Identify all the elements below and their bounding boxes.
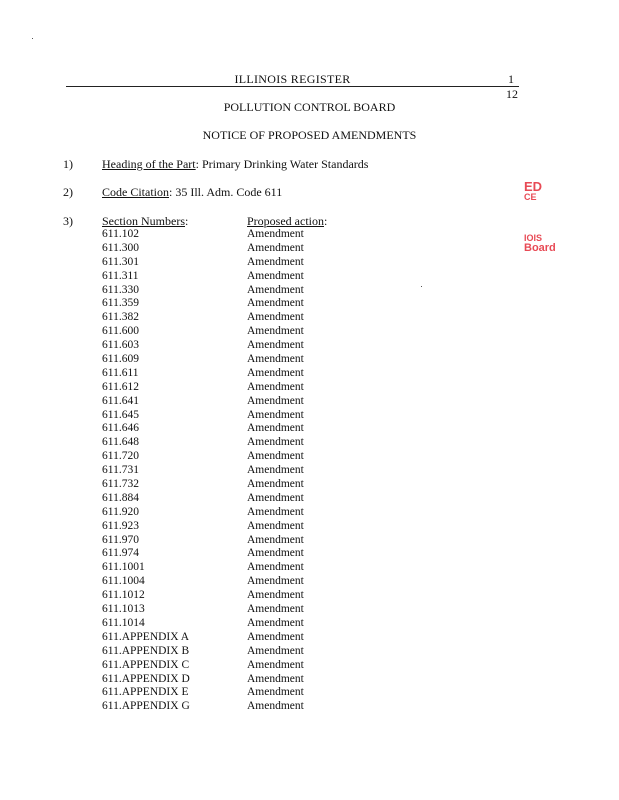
item-label: Heading of the Part <box>102 157 196 171</box>
proposed-action: Amendment <box>247 394 304 407</box>
section-number: 611.APPENDIX E <box>102 686 189 699</box>
table-row <box>0 603 619 617</box>
item-number: 2) <box>63 185 73 199</box>
board-stamp-text <box>524 234 556 254</box>
section-number: 611.646 <box>102 422 139 435</box>
proposed-action: Amendment <box>247 255 304 268</box>
section-number: 611.1004 <box>102 575 145 588</box>
header-rule <box>66 86 519 87</box>
proposed-action: Amendment <box>247 519 304 532</box>
table-row <box>0 478 619 492</box>
section-number: 611.612 <box>102 380 139 393</box>
table-row <box>0 645 619 659</box>
section-number: 611.APPENDIX A <box>102 630 190 643</box>
item-body: Code Citation: 35 Ill. Adm. Code 611 <box>102 185 283 199</box>
proposed-action: Amendment <box>247 380 304 393</box>
table-row <box>0 520 619 534</box>
proposed-action: Amendment <box>247 533 304 546</box>
proposed-action: Amendment <box>247 311 304 324</box>
proposed-action: Amendment <box>247 672 304 685</box>
section-number: 611.641 <box>102 394 139 407</box>
proposed-action: Amendment <box>247 603 304 616</box>
section-number: 611.970 <box>102 533 139 546</box>
table-row <box>0 297 619 311</box>
proposed-action: Amendment <box>247 616 304 629</box>
proposed-action: Amendment <box>247 464 304 477</box>
section-number: 611.720 <box>102 450 139 463</box>
section-number: 611.609 <box>102 353 139 366</box>
section-number: 611.APPENDIX D <box>102 672 190 685</box>
section-number: 611.600 <box>102 325 139 338</box>
proposed-action-label: Proposed action <box>247 214 324 228</box>
table-row <box>0 534 619 548</box>
sections-column-header: Section Numbers: <box>102 214 189 228</box>
sections-number: 3) <box>63 214 73 228</box>
sections-table <box>0 228 619 714</box>
board-stamp <box>524 180 542 202</box>
table-row <box>0 561 619 575</box>
section-number: 611.APPENDIX G <box>102 700 190 713</box>
table-row <box>0 575 619 589</box>
proposed-action: Amendment <box>247 630 304 643</box>
table-row <box>0 395 619 409</box>
proposed-action: Amendment <box>247 561 304 574</box>
section-number: 611.611 <box>102 366 139 379</box>
section-number: 611.603 <box>102 339 139 352</box>
register-title: ILLINOIS REGISTER <box>234 72 351 86</box>
proposed-action: Amendment <box>247 547 304 560</box>
section-number: 611.APPENDIX C <box>102 658 190 671</box>
section-number: 611.732 <box>102 478 139 491</box>
section-number: 611.1013 <box>102 603 145 616</box>
stamp-line: IOIS <box>524 233 543 243</box>
proposed-action: Amendment <box>247 478 304 491</box>
table-row <box>0 325 619 339</box>
section-number: 611.1014 <box>102 616 145 629</box>
table-row <box>0 617 619 631</box>
item-label: Code Citation <box>102 185 169 199</box>
section-number: 611.923 <box>102 519 139 532</box>
table-row <box>0 270 619 284</box>
proposed-action: Amendment <box>247 408 304 421</box>
table-row <box>0 409 619 423</box>
section-number: 611.731 <box>102 464 139 477</box>
scan-speck <box>32 38 33 39</box>
proposed-action: Amendment <box>247 241 304 254</box>
agency-name: POLLUTION CONTROL BOARD <box>223 100 396 114</box>
table-row <box>0 673 619 687</box>
proposed-action: Amendment <box>247 366 304 379</box>
table-row <box>0 367 619 381</box>
table-row <box>0 381 619 395</box>
proposed-action: Amendment <box>247 686 304 699</box>
table-row <box>0 506 619 520</box>
proposed-action: Amendment <box>247 436 304 449</box>
proposed-action: Amendment <box>247 505 304 518</box>
section-number: 611.330 <box>102 283 139 296</box>
proposed-action: Amendment <box>247 353 304 366</box>
table-row <box>0 659 619 673</box>
section-number: 611.645 <box>102 408 139 421</box>
table-row <box>0 422 619 436</box>
table-row <box>0 686 619 700</box>
section-number: 611.1012 <box>102 589 145 602</box>
section-number: 611.301 <box>102 255 139 268</box>
section-number: 611.APPENDIX B <box>102 644 190 657</box>
proposed-action: Amendment <box>247 491 304 504</box>
proposed-action: Amendment <box>247 297 304 310</box>
section-number: 611.1001 <box>102 561 145 574</box>
table-row <box>0 436 619 450</box>
proposed-action: Amendment <box>247 658 304 671</box>
table-row <box>0 256 619 270</box>
stamp-line: ED <box>524 179 543 194</box>
proposed-action: Amendment <box>247 644 304 657</box>
proposed-action: Amendment <box>247 228 304 240</box>
proposed-action: Amendment <box>247 269 304 282</box>
table-row <box>0 631 619 645</box>
section-number: 611.311 <box>102 269 139 282</box>
proposed-action: Amendment <box>247 589 304 602</box>
proposed-action: Amendment <box>247 700 304 713</box>
table-row <box>0 547 619 561</box>
stamp-line: CE <box>524 192 537 202</box>
item-value: 35 Ill. Adm. Code 611 <box>175 185 283 199</box>
issue-number: 12 <box>506 87 518 101</box>
section-number: 611.974 <box>102 547 139 560</box>
section-numbers-label: Section Numbers <box>102 214 185 228</box>
section-number: 611.920 <box>102 505 139 518</box>
action-column-header: Proposed action: <box>247 214 328 228</box>
section-number: 611.648 <box>102 436 139 449</box>
proposed-action: Amendment <box>247 283 304 296</box>
stamp-line: Board <box>524 242 556 254</box>
section-number: 611.359 <box>102 297 139 310</box>
table-row <box>0 492 619 506</box>
proposed-action: Amendment <box>247 422 304 435</box>
table-row <box>0 339 619 353</box>
item-value: Primary Drinking Water Standards <box>201 157 369 171</box>
table-row <box>0 284 619 298</box>
section-number: 611.382 <box>102 311 139 324</box>
volume-number: 1 <box>508 72 514 86</box>
table-row <box>0 464 619 478</box>
section-number: 611.102 <box>102 228 139 240</box>
proposed-action: Amendment <box>247 339 304 352</box>
section-number: 611.300 <box>102 241 139 254</box>
table-row <box>0 353 619 367</box>
item-number: 1) <box>63 157 73 171</box>
table-row <box>0 700 619 714</box>
table-row <box>0 589 619 603</box>
item-body: Heading of the Part: Primary Drinking Water Standards <box>102 157 369 171</box>
proposed-action: Amendment <box>247 575 304 588</box>
section-number: 611.884 <box>102 491 139 504</box>
proposed-action: Amendment <box>247 450 304 463</box>
table-row <box>0 450 619 464</box>
proposed-action: Amendment <box>247 325 304 338</box>
notice-title: NOTICE OF PROPOSED AMENDMENTS <box>202 128 417 142</box>
table-row <box>0 311 619 325</box>
